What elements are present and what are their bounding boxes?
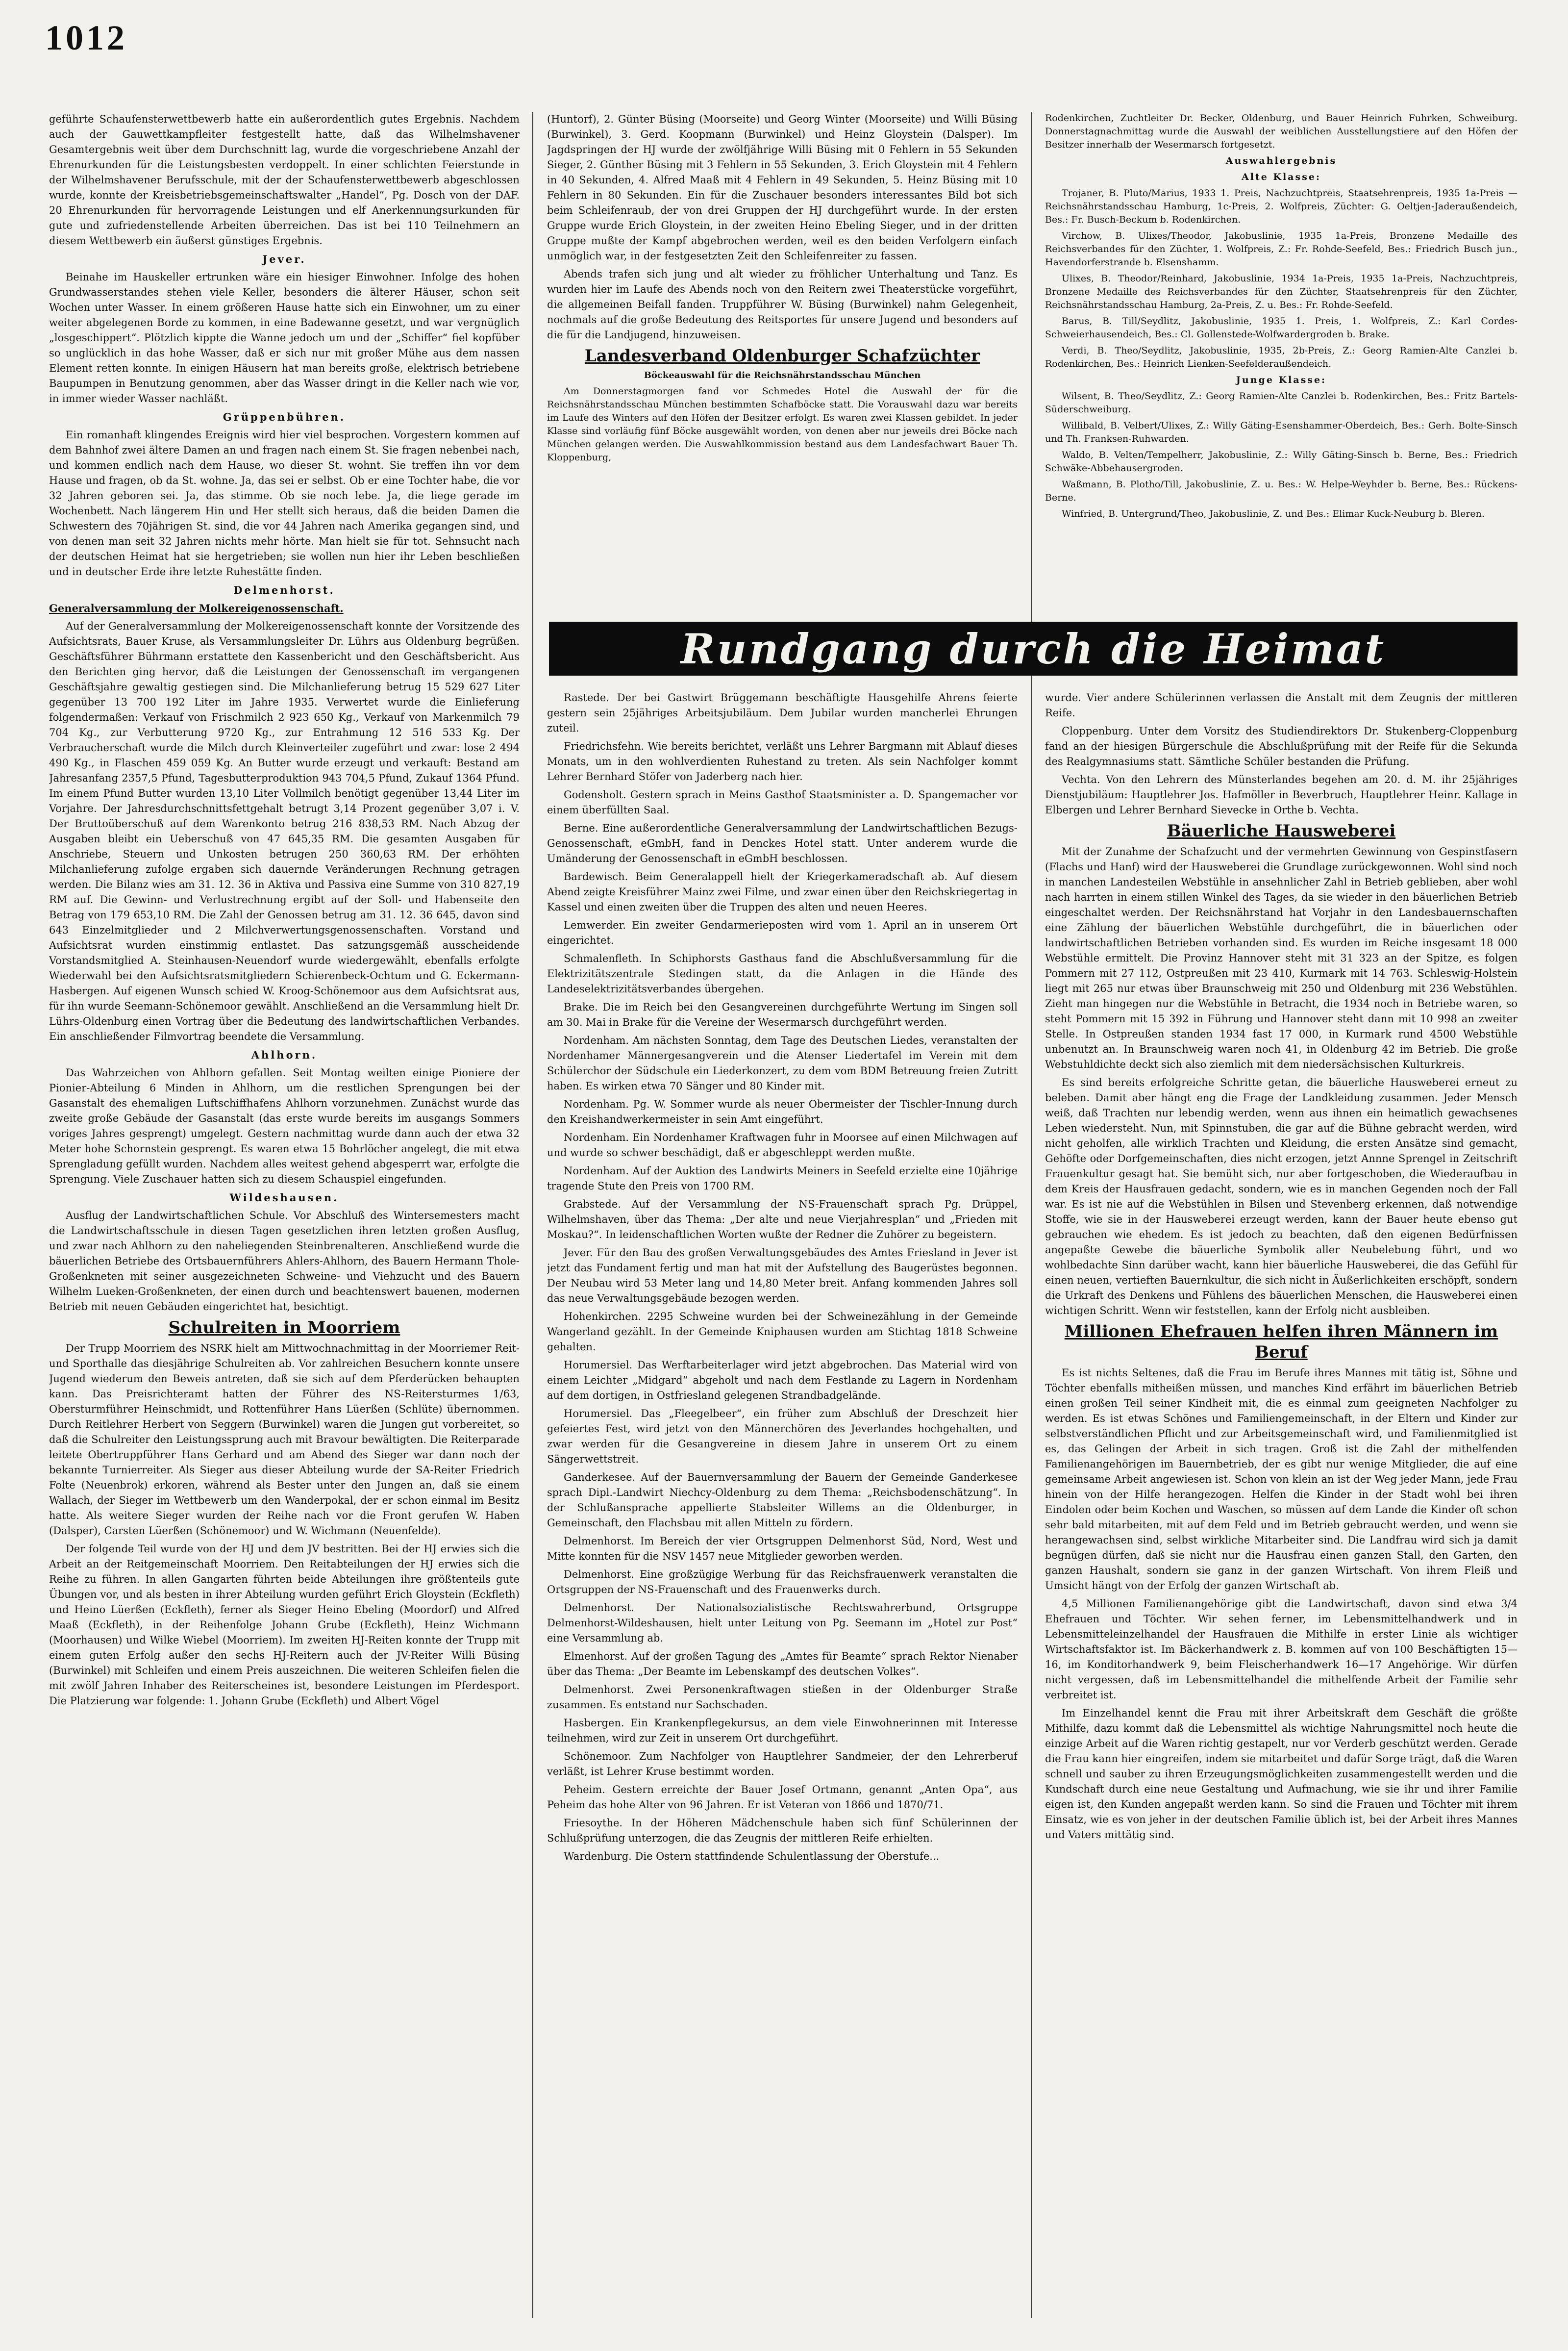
news-item: Delmenhorst. Im Bereich der vier Ortsgruppen Delmenhorst Süd, Nord, West und Mitte konnten für die NSV 1457 neue Mitglieder geworben werden. [547,1535,1018,1562]
news-item: Friedrichsfehn. Wie bereits berichtet, verläßt uns Lehrer Bargmann mit Ablauf dieses Monats, um in den wohlverdienten Ruhestand zu treten. Als sein Nachfolger kommt Lehrer Bernhard Stöfer von Jaderberg nach hier. [547,740,1018,783]
column-3-top [1045,112,1518,666]
page-number: 1012 [45,18,127,57]
list-item: Barus, B. Till/Seydlitz, Jakobuslinie, 1935 1. Preis, 1. Wolfpreis, Z.: Karl Cordes-Schweierhausendeich, Bes.: Cl. Gollenstede-Wolfwardergroden b. Brake. [1045,316,1518,340]
list-item: Wilsent, B. Theo/Seydlitz, Z.: Georg Ramien-Alte Canzlei b. Rodenkirchen, Bes.: Fritz Bartels-Süderschweiburg. [1045,391,1518,415]
news-item: Delmenhorst. Zwei Personenkraftwagen stießen in der Oldenburger Straße zusammen. Es entstand nur Sachschaden. [547,1684,1018,1711]
column-3-bottom [1045,690,1518,2323]
dateline: Wildeshausen. [229,1191,339,1204]
list-item: Winfried, B. Untergrund/Theo, Jakobuslinie, Z. und Bes.: Elimar Kuck-Neuburg b. Bleren. [1062,508,1485,519]
section-title: Landesverband Oldenburger Schafzüchter [584,346,980,366]
dateline: Delmenhorst. [233,584,335,596]
list-item: Willibald, B. Velbert/Ulixes, Z.: Willy Gäting-Esenshammer-Oberdeich, Bes.: Gerh. Bolte-Sinsch und Th. Franksen-Ruhwarden. [1045,420,1518,444]
section-title: Millionen Ehefrauen helfen ihren Männern im Beruf [1064,1322,1498,1362]
column-1 [49,112,520,2318]
news-item: Godensholt. Gestern sprach in Meins Gasthof Staatsminister a. D. Spangemacher vor einem überfüllten Saal. [547,789,1018,816]
dateline: Jever. [262,253,306,265]
news-item: Hasbergen. Ein Krankenpflegekursus, an dem viele Einwohnerinnen mit Interesse teilnehmen, wird zur Zeit in unserem Ort durchgeführt. [547,1717,1018,1744]
news-item: Ganderkesee. Auf der Bauernversammlung der Bauern der Gemeinde Ganderkesee sprach Dipl.-Landwirt Niechcy-Oldenburg zu dem Thema: „Reichsbodenschätzung“. In der Schlußansprache appellierte Stabsleiter Willems an die Oldenburger, in Gemeinschaft, den Flachsbau mit allen Mitteln zu fördern. [547,1471,1018,1529]
news-item: Friesoythe. In der Höheren Mädchenschule haben sich fünf Schülerinnen der Schlußprüfung unterzogen, die das Zeugnis der mittleren Reife erhielten. [547,1817,1018,1844]
news-item: Wardenburg. Die Ostern stattfindende Schulentlassung der Oberstufe... [564,1850,940,1862]
dateline: Ahlhorn. [251,1049,318,1061]
column-2-bottom [547,690,1018,2323]
list-heading: Alte Klasse: [1242,172,1321,182]
banner-title: Rundgang durch die Heimat [680,624,1386,673]
news-item: Grabstede. Auf der Versammlung der NS-Frauenschaft sprach Pg. Drüppel, Wilhelmshaven, über das Thema: „Der alte und neue Vierjahresplan“ und „Frieden mit Moskau?“. In leidenschaftlichen Worten wußte der Redner die Zuhörer zu begeistern. [547,1198,1018,1240]
news-item: Hohenkirchen. 2295 Schweine wurden bei der Schweinezählung in der Gemeinde Wangerland gezählt. In der Gemeinde Kniphausen wurden am Stichtag 1818 Schweine gehalten. [547,1311,1018,1353]
news-item: wurde. Vier andere Schülerinnen verlassen die Anstalt mit dem Zeugnis der mittleren Reife. [1045,692,1518,719]
section-banner [549,622,1518,676]
news-item: Bardewisch. Beim Generalappell hielt der Kriegerkameradschaft ab. Auf diesem Abend zeigte Kreisführer Mainz zwei Filme, und zwar einen über den Reichskriegertag in Kassel und einen zweiten über die Truppen des alten und neuen Heeres. [547,871,1018,913]
news-item: Nordenham. Am nächsten Sonntag, dem Tage des Deutschen Liedes, veranstalten der Nordenhamer Männergesangverein und die Atenser Liedertafel im Verein mit dem Schülerchor der Südschule ein Liederkonzert, zu dem vom BDM Betreuung freien Zutritt haben. Es wirken etwa 70 Sänger und 80 Kinder mit. [547,1035,1018,1092]
news-item: Berne. Eine außerordentliche Generalversammlung der Landwirtschaftlichen Bezugs-Genossenschaft, eGmbH, fand in Denckes Hotel statt. Unter anderem wurde die Umänderung der Genossenschaft in eGmbH beschlossen. [547,822,1018,864]
news-item: Cloppenburg. Unter dem Vorsitz des Studiendirektors Dr. Stukenberg-Cloppenburg fand an der hiesigen Bürgerschule die Abschlußprüfung mit der Reife für die Sekunda des Realgymnasiums statt. Sämtliche Schüler bestanden die Prüfung. [1045,725,1518,767]
list-item: Ulixes, B. Theodor/Reinhard, Jakobuslinie, 1934 1a-Preis, 1935 1a-Preis, Nachzuchtpreis, Bronzene Medaille des Reichsverbandes für den Züchter, Staatsehrenpreis für den Züchter, Reichsnährstandsschau Hamburg, 2a-Preis, Z. u. Bes.: Fr. Rohde-Seefeld. [1045,273,1518,310]
column-divider [532,112,533,2318]
article-text: Das Wahrzeichen von Ahlhorn gefallen. Seit Montag weilten einige Pioniere der Pionier-Abteilung 6 Minden in Ahlhorn, um die restlichen Sprengungen bei der Gasanstalt des ehemaligen Luftschiffhafens Ahlhorn vorzunehmen. Zunächst wurde das zweite große Gebäude der Gasanstalt (das erste wurde bereits im ausgangs Sommers voriges Jahres gesprengt) umgelegt. Gestern nachmittag wurde dann auch der etwa 32 Meter hohe Schornstein gesprengt. Es waren etwa 15 Bohrlöcher angelegt, die mit etwa Sprengladung gefüllt wurden. Nachdem alles weitest gehend abgesperrt war, erfolgte die Sprengung. Viele Zuschauer hatten sich zu diesem Schauspiel eingefunden. [49,1067,520,1185]
article-text: Der folgende Teil wurde von der HJ und dem JV bestritten. Bei der HJ erwies sich die Arbeit an der Reitgemeinschaft Moorriem. Den Reitabteilungen der HJ erwies sich die Reihe zu führen. In allen Gangarten führten beide Abteilungen ihre größtenteils gute Übungen vor, und als besten in ihrer Abteilung wurden geführt Erich Gloystein (Eckfleth) und Heino Lüerßen (Eckfleth), ferner als Sieger Heino Ebeling (Moordorf) und Alfred Maaß (Eckfleth), in der Reihenfolge Johann Grube (Eckfleth), Heinz Wichmann (Moorhausen) und Wilke Wiebel (Moorriem). Im zweiten HJ-Reiten konnte der Trupp mit einem guten Erfolg außer den sechs HJ-Reitern auch der JV-Reiter Willi Büsing (Burwinkel) mit Schleifen und einem Preis auszeichnen. Die weiteren Schleifen fielen die mit zwölf Jahren Inhaber des Reiterscheines ist, besondere Leistungen im Pferdesport. Die Platzierung war folgende: 1. Johann Grube (Eckfleth) und Albert Vögel [49,1543,520,1707]
article-text: Beinahe im Hauskeller ertrunken wäre ein hiesiger Einwohner. Infolge des hohen Grundwasserstandes stehen viele Keller, besonders die älterer Häuser, schon seit Wochen unter Wasser. In einem größeren Hause hatte sich ein Einwohner, um zu einer weiter abgelegenen Borde zu kommen, in eine Badewanne gesetzt, und war vergnüglich „losgeschippert“. Plötzlich kippte die Wanne jedoch um und der „Schiffer“ fiel kopfüber so unglücklich in das hohe Wasser, daß er sich nur mit großer Mühe aus dem nassen Element retten konnte. In einigen Häusern hat man bereits große, elektrisch betriebene Baupumpen in Benutzung genommen, aber das Wasser dringt in die Keller nach wie vor, in immer wieder Wasser nachläßt. [49,271,520,404]
news-item: Elmenhorst. Auf der großen Tagung des „Amtes für Beamte“ sprach Rektor Nienaber über das Thema: „Der Beamte im Lebenskampf des deutschen Volkes“. [547,1650,1018,1677]
article-text: geführte Schaufensterwettbewerb hatte ein außerordentlich gutes Ergebnis. Nachdem auch der Gauwettkampfleiter festgestellt hatte, daß das Wilhelmshavener Gesamtergebnis weit über dem Durchschnitt lag, wurde die vorgeschriebene Anzahl der Ehrenurkunden für die Leistungsbesten verdoppelt. In einer schlichten Feierstunde in der Wilhelmshavener Berufsschule, mit der der Schaufensterwettbewerb abgeschlossen wurde, konnte der Kreisbetriebsgemeinschaftswalter „Handel“, Pg. Dosch von der DAF. 20 Ehrenurkunden für hervorragende Leistungen und elf Anerkennungsurkunden für gute und zufriedenstellende Arbeiten überreichen. Das ist bei 110 Teilnehmern an diesem Wettbewerb ein äußerst günstiges Ergebnis. [49,113,520,247]
article-text: 4,5 Millionen Familienangehörige gibt die Landwirtschaft, davon sind etwa 3/4 Ehefrauen und Töchter. Wir sehen ferner, im Lebensmittelhandwerk und in Lebensmitteleinzelhandel der Hausfrauen die Mithilfe in erster Linie als wichtiger Wirtschaftsfaktor ist. Im Bäckerhandwerk z. B. kommen auf von 100 Beschäftigten 15—16, im Konditorhandwerk 9, beim Fleischerhandwerk 16—17 Angehörige. Wir dürfen nicht vergessen, daß im Lebensmittelhandel die mithelfende Arbeit der Familie sehr verbreitet ist. [1045,1598,1518,1701]
column-2-top [547,112,1018,710]
news-item: Peheim. Gestern erreichte der Bauer Josef Ortmann, genannt „Anten Opa“, aus Peheim das hohe Alter von 96 Jahren. Er ist Veteran von 1866 und 1870/71. [547,1784,1018,1811]
article-subhead: Generalversammlung der Molkereigenossenschaft. [49,602,344,614]
list-item: Virchow, B. Ulixes/Theodor, Jakobuslinie, 1935 1a-Preis, Bronzene Medaille des Reichsverbandes für den Züchter, 1. Wolfpreis, Z.: Fr. Rohde-Seefeld, Bes.: Friedrich Busch jun., Havendorferstrande b. Elsenshamm. [1045,230,1518,268]
article-text: Ein romanhaft klingendes Ereignis wird hier viel besprochen. Vorgestern kommen auf dem Bahnhof zwei ältere Damen an und fragen nach einem St. Sie fragen nebenbei nach, und kommen endlich nach dem Hause, wo dieser St. wohnt. Sie treffen ihn vor dem Hause und fragen, ob da St. wohne. Ja, das sei er selbst. Ob er eine Tochter habe, die vor 32 Jahren geboren sei. Ja, das stimme. Ob sie noch lebe. Ja, die liege gerade im Wochenbett. Nach längerem Hin und Her stellt sich heraus, daß die beiden Damen die Schwestern des 70jährigen St. sind, die vor 44 Jahren nach Amerika gegangen sind, und von denen man seit 32 Jahren nichts mehr hörte. Man hielt sie für tot. Sehnsucht nach der deutschen Heimat hat sie hergetrieben; sie wollen nun hier ihr Leben beschließen und in deutscher Erde ihre letzte Ruhestätte finden. [49,429,520,578]
article-text: Ausflug der Landwirtschaftlichen Schule. Vor Abschluß des Wintersemesters macht die Landwirtschaftsschule in diesen Tagen gesetzlichen ihren letzten großen Ausflug, und zwar nach Ahlhorn zu den naheliegenden Steinbrenalteren. Anschließend wurde die bäuerlichen Betriebe des Ortsbauernführers Ahlers-Ahlhorn, des Bauern Hermann Thole-Großenkneten mit seiner ausgezeichneten Schweine- und Viehzucht und des Bauern Wilhelm Lueken-Großenkneten, der einen durch und beachtenswert bauenen, modernen Betrieb mit neuen Gebäuden eingerichtet hat, besichtigt. [49,1210,520,1313]
article-text: Es sind bereits erfolgreiche Schritte getan, die bäuerliche Hausweberei erneut zu beleben. Damit aber hängt eng die Frage der Landkleidung zusammen. Jeder Mensch weiß, daß Trachten nur lebendig werden, wenn aus ihnen ein heimatlich gewachsenes Leben wiedersteht. Nun, mit Spinnstuben, die gar auf die Bühne gebracht werden, wird nicht geholfen, alle wirklich Trachten und Kleidung, die ersten Ansätze sind gemacht, Gehöfte oder Dorfgemeinschaften, dies nicht erzogen, jetzt Annne Sprengel in Zeitschrift Frauenkultur gesagt hat. Sie bemüht sich, nur aber fortgeschoben, die Wiederaufbau in dem Kreis der Hausfrauen gedacht, sondern, wie es in manchen Gegenden noch der Fall war. Es ist nie auf die Webstühlen in Bilsen und Stevenberg erkennen, daß notwendige Stoffe, wie sie in der Hausweberei erzeugt werden, kann der Bauer heute ebenso gut gebrauchen wie ehedem. Es ist jedoch zu beachten, daß den eigenen Bedürfnissen angepaßte Gewebe die bäuerliche Symbolik aller Neubelebung führt, und wo wohlbedachte Sinn darüber wacht, kann hier bäuerliche Hausweberei, die das Gefühl für einen neuen, vertieften Bauernkultur, die sich nicht in Äußerlichkeiten erschöpft, sondern die Urkraft des Denkens und Fühlens des bäuerlichen Menschen, die Hausweberei einen wichtigen Schritt. Wenn wir feststellen, kann der Erfolg nicht ausbleiben. [1045,1077,1518,1316]
news-item: Horumersiel. Das „Fleegelbeer“, ein früher zum Abschluß der Dreschzeit hier gefeiertes Fest, wird jetzt von den Männerchören des Jeverlandes hochgehalten, und zwar werden für die Gesangvereine in diesem Jahre in unserem Ort zu einem Sängerwettstreit. [547,1408,1018,1465]
list-item: Waßmann, B. Plotho/Till, Jakobuslinie, Z. u. Bes.: W. Helpe-Weyhder b. Berne, Bes.: Rückens-Berne. [1045,479,1518,503]
section-title: Schulreiten in Moorriem [168,1318,400,1338]
article-text: Auf der Generalversammlung der Molkereigenossenschaft konnte der Vorsitzende des Aufsichtsrats, Bauer Kruse, als Versammlungsleiter Dr. Lührs aus Oldenburg begrüßen. Geschäftsführer Bührmann erstattete den Kassenbericht und den Geschäftsbericht. Aus den Berichten ging hervor, daß die Leistungen der Genossenschaft im vergangenen Geschäftsjahre gewaltig gestiegen sind. Die Milchanlieferung betrug 15 529 627 Liter gegenüber 13 700 192 Liter im Jahre 1935. Verwertet wurde die Einlieferung folgendermaßen: Verkauf von Frischmilch 2 923 650 Kg., Verkauf von Markenmilch 79 704 Kg., zur Verbutterung 9720 Kg., zur Entrahmung 12 516 533 Kg. Der Verbraucherschaft wurde die Milch durch Kleinverteiler zugeführt und zwar: lose 2 494 490 Kg., in Flaschen 459 059 Kg. An Butter wurde erzeugt und verkauft: Bestand am Jahresanfang 2357,5 Pfund, Tagesbutterproduktion 943 704,5 Pfund, Zukauf 1364 Pfund. Im einem Pfund Butter wurden 13,10 Liter Vollmilch benötigt gegenüber 13,44 Liter im Vorjahre. Der Jahresdurchschnittsfettgehalt betrugt 3,14 Prozent gegenüber 3,07 i. V. Der Bruttoüberschuß auf dem Warenkonto betrug 216 838,53 RM. Nach Abzug der Ausgaben bleibt ein Ueberschuß von 47 645,35 RM. Die gesamten Ausgaben für Anschriebe, Steuern und Unkosten betrugen 250 360,63 RM. Der erhöhten Milchanlieferung zufolge ergaben sich dauernde Veränderungen Rechnung getragen werden. Die Bilanz wies am 31. 12. 36 in Aktiva und Passiva eine Summe von 310 827,19 RM auf. Die Gewinn- und Verlustrechnung ergibt auf der Soll- und Habenseite den Betrag von 179 653,10 RM. Die Zahl der Genossen betrug am 31. 12. 36 645, davon sind 643 Einzelmitglieder und 2 Milchverwertungsgenossenschaften. Vorstand und Aufsichtsrat wurden einstimmig entlastet. Das satzungsgemäß ausscheidende Vorstandsmitglied A. Steinhausen-Neuendorf wurde wiedergewählt, ebenfalls erfolgte Wiederwahl bei den Aufsichtsratsmitgliedern Schierenbeck-Ochtum und G. Eckermann-Hasbergen. Auf eigenen Wunsch schied W. Kroog-Schönemoor aus dem Aufsichtsrat aus, für ihn wurde Seemann-Schönemoor gewählt. Anschließend an die Versammlung hielt Dr. Lührs-Oldenburg einen Vortrag über die Bedeutung des landwirtschaftlichen Verbandes. Ein anschließender Filmvortrag beendete die Versammlung. [49,620,520,1042]
news-item: Brake. Die im Reich bei den Gesangvereinen durchgeführte Wertung im Singen soll am 30. Mai in Brake für die Vereine der Wesermarsch durchgeführt werden. [547,1001,1018,1028]
list-item: Waldo, B. Velten/Tempelherr, Jakobuslinie, Z.: Willy Gäting-Sinsch b. Berne, Bes.: Friedrich Schwäke-Abbehausergroden. [1045,450,1518,474]
news-item: Delmenhorst. Der Nationalsozialistische Rechtswahrerbund, Ortsgruppe Delmenhorst-Wildeshausen, hielt unter Leitung von Pg. Seemann im „Hotel zur Post“ eine Versammlung ab. [547,1602,1018,1644]
news-item: Schmalenfleth. In Schiphorsts Gasthaus fand die Abschlußversammlung für die Elektrizitätszentrale Stedingen statt, da die Anlagen in die Hände des Landeselektrizitätsverbandes übergehen. [547,953,1018,995]
news-item: Delmenhorst. Eine großzügige Werbung für das Reichsfrauenwerk veranstalten die Ortsgruppen der NS-Frauenschaft und des Frauenwerks durch. [547,1568,1018,1595]
news-item: Lemwerder. Ein zweiter Gendarmerieposten wird vom 1. April an in unserem Ort eingerichtet. [547,919,1018,946]
news-item: Horumersiel. Das Werftarbeiterlager wird jetzt abgebrochen. Das Material wird von einem Leichter „Midgard“ abgeholt und nach dem Festlande zu Lagern in Nordenham auf dem dortigen, in Ostfriesland gelegenen Strandbadgelände. [547,1359,1018,1401]
list-item: Verdi, B. Theo/Seydlitz, Jakobuslinie, 1935, 2b-Preis, Z.: Georg Ramien-Alte Canzlei b. Rodenkirchen, Bes.: Heinrich Lienken-Seefelderaußendeich. [1045,345,1518,369]
article-text: Mit der Zunahme der Schafzucht und der vermehrten Gewinnung von Gespinstfasern (Flachs und Hanf) wird der Hausweberei die Grundlage zurückgewonnen. Wohl sind noch in manchen Landesteilen Webstühle in ansehnlicher Zahl in Betrieb geblieben, aber wohl nach harrten in einem stillen Winkel des Tages, da sie wieder in den bäuerlichen Betrieb eingeschaltet werden. Der Reichsnährstand hat Vorjahr in den Landesbauernschaften eine Zählung der bäuerlichen Webstühle durchgeführt, die in bäuerlichen oder landwirtschaftlichen Betrieben vorhanden sind. Es wurden im Reiche insgesamt 18 000 Webstühle ermittelt. Die Provinz Hannover steht mit 31 323 an der Spitze, es folgen Pommern mit 27 112, Ostpreußen mit 23 410, Kurmark mit 14 763. Schleswig-Holstein liegt mit 265 nur etwas über Braunschweig mit 250 und Oldenburg mit 236 Webstühlen. Zieht man hingegen nur die Webstühle in Betracht, die 1934 noch in Betriebe waren, so steht Pommern mit 15 392 in Führung und Hannover steht dann mit 10 998 an zweiter Stelle. In Ostpreußen standen 1934 fast 17 000, in Kurmark rund 4500 Webstühle unbenutzt an. In Braunschweig waren noch 41, in Oldenburg 42 im Betrieb. Die große Webstuhldichte deckt sich also ziemlich mit dem niedersächsischen Kulturkreis. [1045,846,1518,1070]
news-item: Vechta. Von den Lehrern des Münsterlandes begehen am 20. d. M. ihr 25jähriges Dienstjubiläum: Hauptlehrer Jos. Hafmöller in Beverbruch, Hauptlehrer Heinr. Kallage in Elbergen und Lehrer Bernhard Sievecke in Orthe b. Vechta. [1045,774,1518,816]
article-text: Abends trafen sich jung und alt wieder zu fröhlicher Unterhaltung und Tanz. Es wurden hier im Laufe des Abends noch von den Reitern zwei Theaterstücke vorgeführt, die allgemeinen Beifall fanden. Truppführer W. Büsing (Burwinkel) nahm Gelegenheit, nochmals auf die große Bedeutung des Reitsportes für unsere Jugend und besonders auf die für die Landjugend, hinzuweisen. [547,268,1018,341]
list-heading: Junge Klasse: [1236,375,1327,385]
column-divider [1031,112,1032,2318]
news-item: Rastede. Der bei Gastwirt Brüggemann beschäftigte Hausgehilfe Ahrens feierte gestern sein 25jähriges Arbeitsjubiläum. Dem Jubilar wurden mancherlei Ehrungen zuteil. [547,692,1018,734]
section-title: Bäuerliche Hausweberei [1167,821,1396,841]
list-item: Trojaner, B. Pluto/Marius, 1933 1. Preis, Nachzuchtpreis, Staatsehrenpreis, 1935 1a-Preis — Reichsnährstandsschau Hamburg, 1c-Preis, 2. Wolfpreis, Züchter: G. Oeltjen-Jaderaußendeich, Bes.: Fr. Busch-Beckum b. Rodenkirchen. [1045,188,1518,225]
news-item: Nordenham. Ein Nordenhamer Kraftwagen fuhr in Moorsee auf einen Milchwagen auf und wurde so schwer beschädigt, daß er abgeschleppt werden mußte. [547,1132,1018,1159]
article-text: Rodenkirchen, Zuchtleiter Dr. Becker, Oldenburg, und Bauer Heinrich Fuhrken, Schweiburg. Donnerstagnachmittag wurde die Auswahl der weiblichen Ausstellungstiere auf den Höfen der Besitzer innerhalb der Wesermarsch fortgesetzt. [1045,113,1518,150]
dateline: Grüppenbühren. [223,411,346,423]
article-text: Am Donnerstagmorgen fand vor Schmedes Hotel die Auswahl der für die Reichsnährstandsschau München bestimmten Schafböcke statt. Die Vorauswahl dazu war bereits im Laufe des Winters auf den Höfen der Besitzer erfolgt. Es waren zwei Klassen gebildet. In jeder Klasse sind vorläufig fünf Böcke ausgewählt worden, von denen aber nur jeweils drei Böcke nach München gelangen werden. Die Auswahlkommission bestand aus dem Landesfachwart Bauer Th. Kloppenburg, [547,386,1018,463]
news-item: Jever. Für den Bau des großen Verwaltungsgebäudes des Amtes Friesland in Jever ist jetzt das Fundament fertig und man hat mit der Aufstellung des Baugerüstes begonnen. Der Neubau wird 53 Meter lang und 14,80 Meter breit. Anfang kommenden Jahres soll das neue Verwaltungsgebäude bezogen werden. [547,1247,1018,1304]
news-item: Nordenham. Auf der Auktion des Landwirts Meiners in Seefeld erzielte eine 10jährige tragende Stute den Preis von 1700 RM. [547,1165,1018,1192]
list-heading: Auswahlergebnis [1225,155,1337,166]
news-item: Nordenham. Pg. W. Sommer wurde als neuer Obermeister der Tischler-Innung durch den Kreishandwerkermeister in sein Amt eingeführt. [547,1098,1018,1125]
section-subtitle: Böckeauswahl für die Reichsnährstandsschau München [644,370,921,380]
article-text: Im Einzelhandel kennt die Frau mit ihrer Arbeitskraft dem Geschäft die größte Mithilfe, dazu kommt daß die Lebensmittel als wichtige Nahrungsmittel noch heute die einzige Arbeit auf die Waren richtig gestapelt, nur vor Verderb geschützt werden. Gerade die Frau kann hier eingreifen, indem sie mitarbeitet und dafür Sorge trägt, daß die Waren schnell und sauber zu ihren Erzeugungsmöglichkeiten zusammengestellt werden und die Kundschaft durch eine neue Gestaltung und Aufmachung, wie sie ihr und ihrer Familie eigen ist, den Kunden angepaßt werden kann. So sind die Frauen und Töchter mit ihrem Einsatz, wie es von jeher in der deutschen Familie üblich ist, bei der Arbeit ihres Mannes und Vaters mittätig sind. [1045,1707,1518,1841]
article-text: (Huntorf), 2. Günter Büsing (Moorseite) und Georg Winter (Moorseite) und Willi Büsing (Burwinkel), 3. Gerd. Koopmann (Burwinkel) und Heinz Gloystein (Dalsper). Im Jagdspringen der HJ wurde der zwölfjährige Willi Büsing mit 0 Fehlern in 55 Sekunden Sieger, 2. Günther Büsing mit 3 Fehlern in 55 Sekunden, 3. Erich Gloystein mit 4 Fehlern in 40 Sekunden, 4. Alfred Maaß mit 4 Fehlern in 49 Sekunden, 5. Heinz Büsing mit 10 Fehlern in 80 Sekunden. Ein für die Zuschauer besonders interessantes Bild bot sich beim Schleifenraub, der von drei Gruppen der HJ durchgeführt wurde. In der ersten Gruppe wurde Erich Gloystein, in der zweiten Heino Ebeling Sieger, und in der dritten Gruppe mußte der Kampf abgebrochen werden, weil es den beiden Verfolgern einfach unmöglich war, in der festgesetzten Zeit den Schleifenreiter zu fassen. [547,113,1018,262]
article-text: Es ist nichts Seltenes, daß die Frau im Berufe ihres Mannes mit tätig ist, Söhne und Töchter ebenfalls mitheißen müssen, und manches Kind erfährt im bäuerlichen Betrieb einen großen Teil seiner Kindheit mit, die es einmal zum geeigneten Nachfolger zu werden. Es ist etwas Schönes und Familiengemeinschaft, in der Eltern und Kinder zur selbstverständlichen Pflicht und zur Arbeitsgemeinschaft wird, und Familienmitglied ist es, das Gelingen der Arbeit in sich tragen. Groß ist die Zahl der mithelfenden Familienangehörigen im Bauernbetrieb, der es gibt nur wenige Mitglieder, die auf eine gemeinsame Arbeit angewiesen ist. Schon von klein an ist der Weg jeder Mann, jede Frau hinein von der Hilfe herangezogen. Helfen die Kinder in der Stadt wohl bei ihren Eindolen oder beim Kochen und Waschen, so müssen auf dem Lande die Kinder oft schon sehr bald mitarbeiten, mit auf dem Feld und im Betrieb gebraucht werden, und wenn sie herangewachsen sind, selbst wirkliche Mitarbeiter sind. Die Landfrau wird sich ja damit begnügen dürfen, daß sie nicht nur die Hausfrau einen ganzen Stall, den Garten, den ganzen Haushalt, sondern sie ganz in der ganzen Wirtschaft. Von ihrem Fleiß und Umsicht hängt von der Erfolg der ganzen Wirtschaft ab. [1045,1367,1518,1592]
news-item: Schönemoor. Zum Nachfolger von Hauptlehrer Sandmeier, der den Lehrerberuf verläßt, ist Lehrer Kruse bestimmt worden. [547,1750,1018,1777]
article-text: Der Trupp Moorriem des NSRK hielt am Mittwochnachmittag in der Moorriemer Reit- und Sporthalle das diesjährige Schulreiten ab. Vor zahlreichen Besuchern konnte unsere Jugend wiederum den Beweis antreten, daß sie sich auf dem Pferderücken behaupten kann. Das Preisrichteramt hatten der Führer des NS-Reitersturmes 1/63, Obersturmführer Heinschmidt, und Rottenführer Hans Lüerßen (Schlüte) übernommen. Durch Reitlehrer Herbert von Seggern (Burwinkel) waren die Jungen gut vorbereitet, so daß die Schulreiter den Leistungssprung auch mit Bravour bewältigten. Die Reiterparade leitete Obertruppführer Hans Gerhard und am Abend des Sieger war dann noch der bekannte Turnierreiter. Als Sieger aus dieser Abteilung wurde der SA-Reiter Friedrich Folte (Neuenbrok) erkoren, während als Bester unter den Jungen an, daß sie einem Wallach, der Sieger im Wettbewerb um den Wanderpokal, der er schon einmal im Besitz hatte. Als weitere Sieger wurden der Reihe nach vor die Front gerufen W. Haben (Dalsper), Carsten Lüerßen (Schönemoor) und W. Wichmann (Neuenfelde). [49,1342,520,1537]
